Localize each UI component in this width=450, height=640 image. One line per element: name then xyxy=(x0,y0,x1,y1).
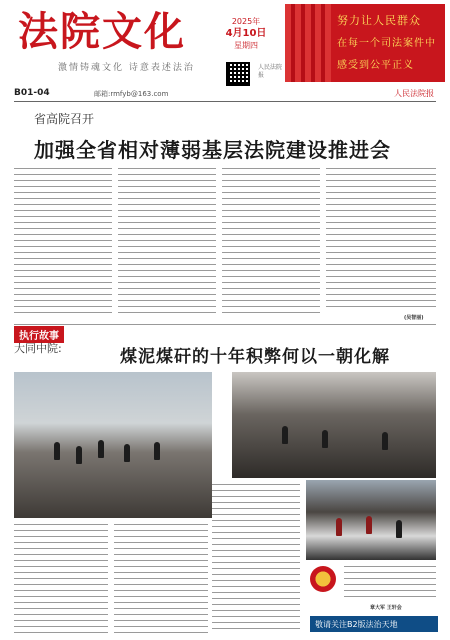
promo-bar[interactable]: 敬请关注B2版法治天地 xyxy=(310,616,438,632)
article2-column-3 xyxy=(212,484,300,634)
article2-column-4 xyxy=(344,566,436,602)
person-figure xyxy=(282,426,288,444)
paper-logo: 法院文化 xyxy=(18,8,186,55)
person-figure xyxy=(396,520,402,538)
banner-line-1: 努力让人民群众 xyxy=(337,14,421,27)
article1-column-4 xyxy=(326,168,436,312)
banner-line-3: 感受到公平正义 xyxy=(337,60,414,71)
person-figure xyxy=(124,444,130,462)
issue-day: 4月10日 xyxy=(225,28,267,39)
person-figure xyxy=(98,440,104,458)
issue-date xyxy=(220,16,272,52)
article2-kicker: 大同中院: xyxy=(14,342,62,355)
article1-column-1 xyxy=(14,168,112,318)
person-figure xyxy=(322,430,328,448)
qr-caption: 人民法院报 xyxy=(258,64,283,79)
page-bar xyxy=(14,88,436,102)
section-tag: 执行故事 xyxy=(14,326,64,343)
article2-column-2 xyxy=(114,524,208,634)
article1-kicker: 省高院召开 xyxy=(34,112,95,126)
banner-line-2: 在每一个司法案件中 xyxy=(337,38,436,49)
photo-inspection-site xyxy=(14,372,212,518)
banner-stripes xyxy=(285,4,331,82)
qr-code-icon xyxy=(226,62,250,86)
masthead xyxy=(0,0,450,86)
contact-email: 邮箱:rmfyb@163.com xyxy=(94,90,169,98)
paper-slogan: 激情铸魂文化 诗意表述法治 xyxy=(58,63,195,73)
issue-weekday: 星期四 xyxy=(234,41,258,50)
article2-column-1 xyxy=(14,524,108,634)
person-figure xyxy=(336,518,342,536)
person-figure xyxy=(54,442,60,460)
photo-coal-pile xyxy=(232,372,436,478)
person-figure xyxy=(154,442,160,460)
person-figure xyxy=(366,516,372,534)
article1-byline: (吴智丽) xyxy=(404,315,424,321)
slogan-banner xyxy=(285,4,445,82)
page-number: B01-04 xyxy=(14,88,50,98)
section-divider xyxy=(14,324,436,325)
article1-column-2 xyxy=(118,168,216,318)
article2-headline: 煤泥煤矸的十年积弊何以一朝化解 xyxy=(120,347,390,367)
article1-headline: 加强全省相对薄弱基层法院建设推进会 xyxy=(34,138,391,162)
article1-column-3 xyxy=(222,168,320,318)
section-label: 人民法院报 xyxy=(394,89,434,98)
person-figure xyxy=(382,432,388,450)
court-emblem-icon xyxy=(310,566,336,592)
photo-survey-team xyxy=(306,480,436,560)
person-figure xyxy=(76,446,82,464)
article2-byline: 章大军 王轩会 xyxy=(370,605,402,611)
issue-year: 2025年 xyxy=(231,17,261,26)
